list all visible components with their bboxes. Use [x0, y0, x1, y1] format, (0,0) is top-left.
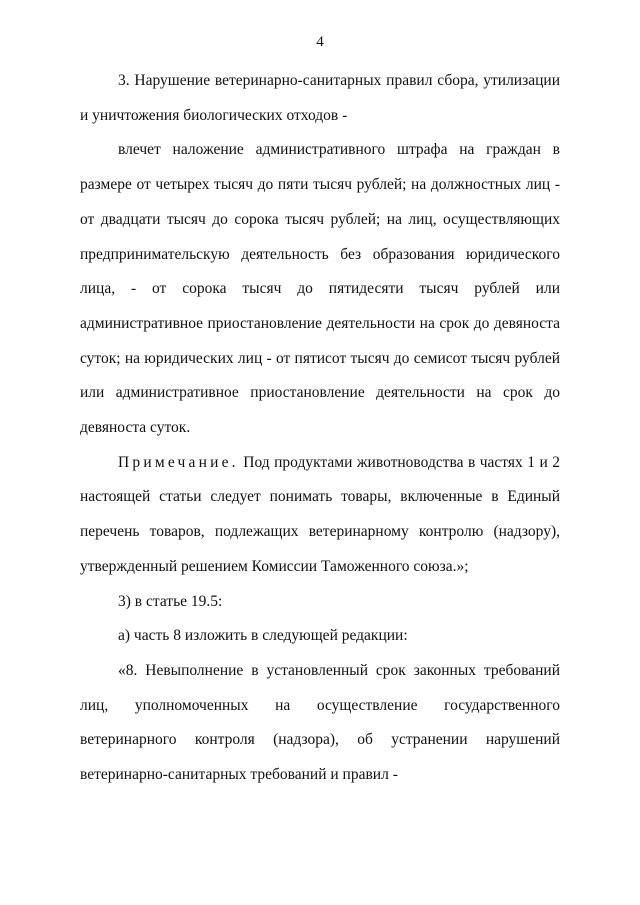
document-body	[80, 64, 560, 793]
note-label: Примечание.	[118, 453, 239, 471]
paragraph-penalty: влечет наложение административного штрафа на граждан в размере от четырех тысяч до пяти тысяч рублей; на должностных лиц - от двадцати тысяч до сорока тысяч рублей; на лиц, осуществляющих предпринимательскую деятельность без образования юридического лица, - от сорока тысяч до пятидесяти тысяч рублей или административное приостановление деятельности на срок до девяноста суток; на юридических лиц - от пятисот тысяч до семисот тысяч рублей или административное приостановление деятельности на срок до девяноста суток.	[80, 141, 560, 437]
note-text: Под продуктами животноводства в частях 1 и 2 настоящей статьи следует понимать товары, включенные в Единый перечень товаров, подлежащих ветеринарному контролю (надзору), утвержденный решением Комиссии Таможенного союза.»;	[80, 453, 560, 575]
paragraph-part-3: 3. Нарушение ветеринарно-санитарных правил сбора, утилизации и уничтожения биологических отходов -	[80, 72, 560, 124]
paragraph-part-8-text: «8. Невыполнение в установленный срок законных требований лиц, уполномоченных на осуществление государственного ветеринарного контроля (надзора), об устранении нарушений ветеринарно-санитарных требований и правил -	[80, 661, 560, 784]
paragraph-part-8-intro: а) часть 8 изложить в следующей редакции:	[118, 627, 408, 645]
page-number: 4	[316, 34, 324, 50]
paragraph-note	[80, 446, 560, 585]
paragraph-article-19-5: 3) в статье 19.5:	[118, 592, 223, 610]
